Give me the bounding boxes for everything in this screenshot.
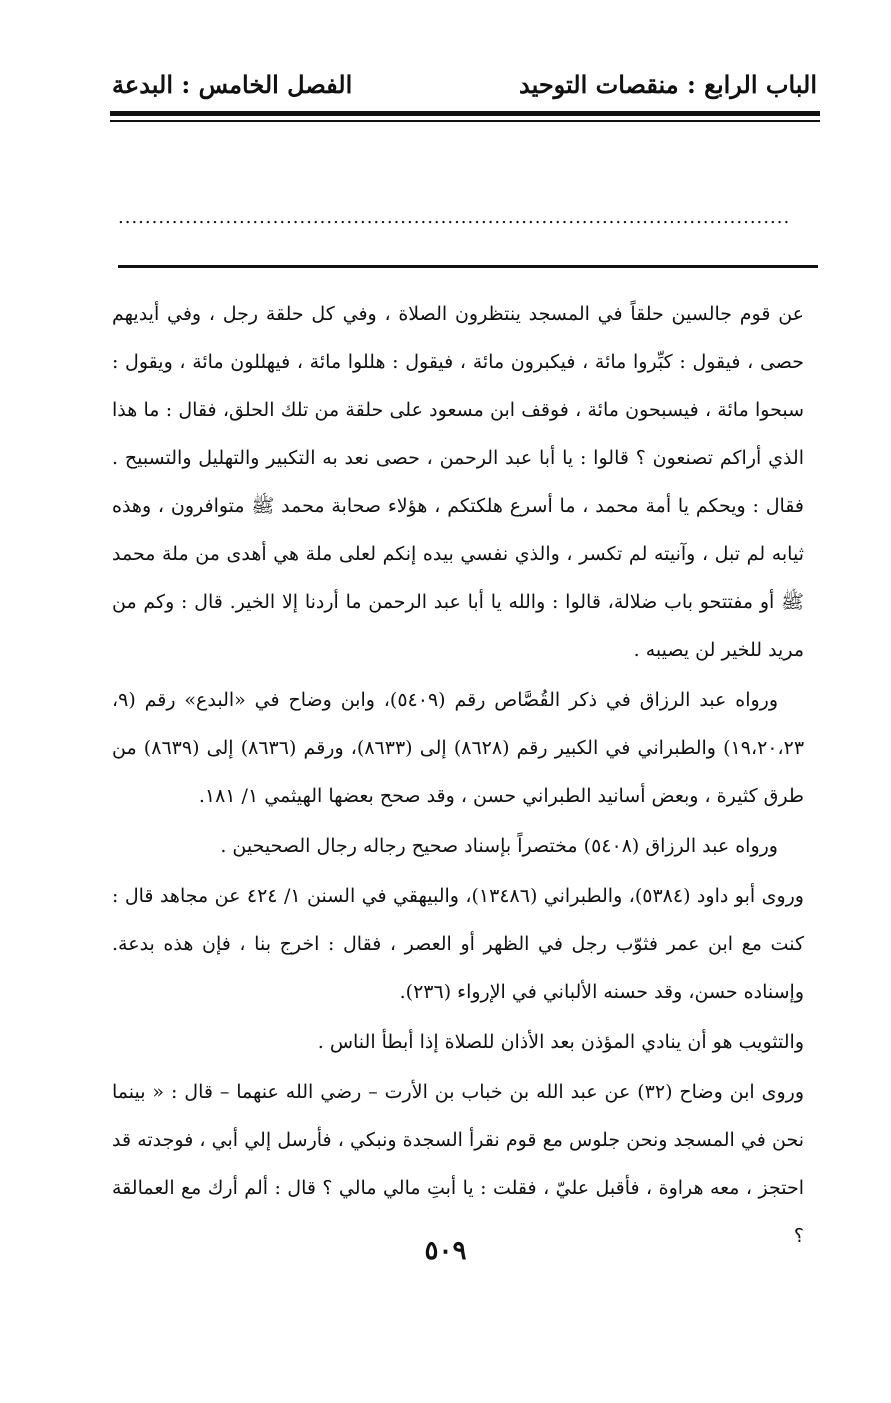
body-text [112, 290, 804, 1262]
header-rule-thin [110, 120, 820, 122]
paragraph-ibn-waddah: وروى ابن وضاح (٣٢) عن عبد الله بن خباب بن الأرت – رضي الله عنهما – قال : « بينما نحن في المسجد ونحن جلوس مع قوم نقرأ السجدة ونبكي ، فأرسل إلي أبي ، فوجدته قد احتجز ، معه هراوة ، فأقبل عليّ ، فقلت : يا أبتِ مالي مالي ؟ قال : ألم أرك مع العمالقة ؟ [112, 1081, 804, 1247]
section-divider [118, 265, 818, 268]
paragraph-tathwib: والتثويب هو أن ينادي المؤذن بعد الأذان للصلاة إذا أبطأ الناس . [317, 1031, 804, 1053]
page-number: ٥٠٩ [424, 1236, 467, 1266]
header-rule-thick [110, 111, 820, 116]
paragraph-abu-dawud: وروى أبو داود (٥٣٨٤)، والطبراني (١٣٤٨٦)، والبيهقي في السنن ١/ ٤٢٤ عن مجاهد قال : كنت مع ابن عمر فثوّب رجل في الظهر أو العصر ، فقال : اخرج بنا ، فإن هذه بدعة. وإسناده حسن، وقد حسنه الألباني في الإرواء (٢٣٦). [112, 885, 804, 1003]
separator-dots: .................................................................................................... [118, 208, 791, 228]
paragraph-hadith: عن قوم جالسين حلقاً في المسجد ينتظرون الصلاة ، وفي كل حلقة رجل ، وفي أيديهم حصى ، فيقول : كبِّروا مائة ، فيكبرون مائة ، فيقول : هللوا مائة ، فيهللون مائة ، ويقول : سبحوا مائة ، فيسبحون مائة ، فوقف ابن مسعود على حلقة من تلك الحلق، فقال : ما هذا الذي أراكم تصنعون ؟ قالوا : يا أبا عبد الرحمن ، حصى نعد به التكبير والتهليل والتسبيح . فقال : ويحكم يا أمة محمد ، ما أسرع هلكتكم ، هؤلاء صحابة محمد ﷺ متوافرون ، وهذه ثيابه لم تبل ، وآنيته لم تكسر ، والذي نفسي بيده إنكم لعلى ملة هي أهدى من ملة محمد ﷺ أو مفتتحو باب ضلالة، قالوا : والله يا أبا عبد الرحمن ما أردنا إلا الخير. قال : وكم من مريد للخير لن يصيبه . [112, 303, 804, 661]
chapter-title: الباب الرابع : منقصات التوحيد [518, 70, 817, 99]
paragraph-takhrij-2: ورواه عبد الرزاق (٥٤٠٨) مختصراً بإسناد صحيح رجاله رجال الصحيحين . [220, 835, 778, 857]
running-header [112, 70, 817, 110]
section-title: الفصل الخامس : البدعة [112, 70, 353, 99]
paragraph-takhrij-1: ورواه عبد الرزاق في ذكر القُصَّاص رقم (٥٤٠٩)، وابن وضاح في «البدع» رقم (٩، ١٩،٢٠،٢٣) والطبراني في الكبير رقم (٨٦٢٨) إلى (٨٦٣٣)، ورقم (٨٦٣٦) إلى (٨٦٣٩) من طرق كثيرة ، وبعض أسانيد الطبراني حسن ، وقد صحح بعضها الهيثمي ١/ ١٨١. [112, 689, 805, 807]
